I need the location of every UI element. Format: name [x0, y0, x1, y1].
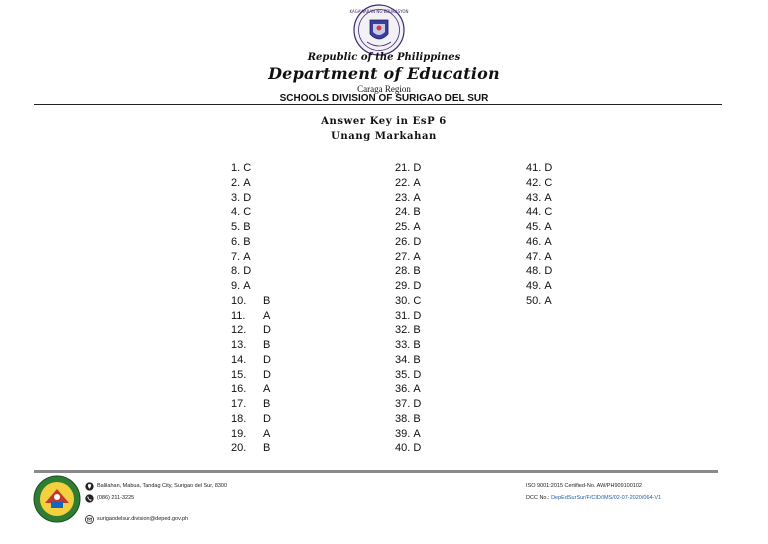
item-answer: C: [413, 294, 422, 307]
answer-item: [526, 250, 552, 265]
item-number: 19.: [231, 427, 247, 440]
item-answer: D: [243, 265, 252, 278]
item-answer: D: [413, 280, 422, 292]
item-number: 11.: [231, 309, 246, 322]
document-subtitle: Unang Markahan: [331, 131, 437, 142]
answer-column-2: [395, 161, 421, 456]
item-answer: A: [413, 191, 421, 204]
item-answer: D: [413, 398, 422, 410]
item-number: 10.: [231, 294, 247, 307]
answer-item: [395, 220, 421, 235]
dcc-number: [526, 495, 661, 501]
item-number: 22.: [395, 176, 411, 189]
answer-item: [395, 191, 421, 206]
item-number: 37.: [395, 398, 411, 410]
item-number: 16.: [231, 383, 247, 396]
item-number: 5.: [231, 221, 241, 233]
answer-item: [395, 323, 421, 338]
answer-item: [231, 323, 271, 338]
answer-item: [231, 264, 271, 279]
item-answer: D: [263, 324, 271, 337]
item-number: 38.: [395, 412, 411, 425]
department-heading: Department of Education: [268, 64, 500, 83]
item-number: 1.: [231, 162, 241, 174]
item-number: 35.: [395, 368, 411, 381]
item-number: 15.: [231, 368, 247, 381]
item-number: 20.: [231, 442, 247, 455]
answer-item: [395, 279, 421, 294]
answer-item: [526, 161, 552, 176]
item-number: 34.: [395, 353, 411, 366]
item-number: 4.: [231, 206, 241, 219]
division-heading: SCHOOLS DIVISION OF SURIGAO DEL SUR: [279, 93, 489, 104]
item-answer: A: [413, 221, 421, 233]
answer-item: [231, 397, 271, 412]
answer-item: [395, 294, 421, 309]
item-number: 23.: [395, 191, 411, 204]
item-number: 46.: [526, 235, 542, 248]
item-answer: D: [413, 368, 422, 381]
answer-item: [231, 294, 271, 309]
item-answer: A: [413, 427, 421, 440]
answer-item: [395, 382, 421, 397]
phone-icon: [85, 494, 94, 503]
item-answer: D: [413, 309, 422, 322]
answer-item: [231, 382, 271, 397]
item-answer: D: [544, 265, 553, 278]
item-number: 9.: [231, 280, 241, 292]
answer-item: [395, 412, 421, 427]
item-number: 30.: [395, 294, 411, 307]
answer-item: [231, 279, 271, 294]
item-number: 32.: [395, 324, 411, 337]
answer-item: [231, 161, 271, 176]
item-number: 13.: [231, 339, 247, 351]
footer-address: Balilahan, Mabua, Tandag City, Surigao del Sur, 8300: [97, 483, 228, 489]
item-answer: A: [544, 191, 552, 204]
item-answer: B: [413, 353, 421, 366]
item-answer: B: [413, 339, 421, 351]
footer-divider: [34, 470, 718, 473]
answer-item: [231, 191, 271, 206]
item-number: 41.: [526, 162, 542, 174]
item-number: 27.: [395, 250, 411, 263]
item-answer: B: [263, 442, 271, 455]
item-answer: A: [263, 383, 271, 396]
item-answer: C: [544, 206, 553, 219]
header-divider: [34, 104, 722, 105]
republic-heading: Republic of the Philippines: [307, 52, 461, 63]
answer-item: [526, 294, 552, 309]
region-text: Caraga Region: [357, 84, 411, 94]
answer-item: [231, 205, 271, 220]
answer-column-3: [526, 161, 552, 309]
answer-item: [395, 205, 421, 220]
answer-item: [526, 235, 552, 250]
item-number: 48.: [526, 265, 542, 278]
item-number: 47.: [526, 250, 542, 263]
item-answer: C: [544, 176, 553, 189]
answer-item: [395, 250, 421, 265]
mail-icon: [85, 515, 94, 524]
item-number: 49.: [526, 280, 542, 292]
item-number: 39.: [395, 427, 411, 440]
item-number: 18.: [231, 412, 247, 425]
item-answer: D: [544, 162, 553, 174]
item-number: 36.: [395, 383, 411, 396]
answer-item: [395, 397, 421, 412]
footer-phone: (086) 211-3225: [97, 495, 135, 501]
item-number: 24.: [395, 206, 411, 219]
item-answer: A: [243, 280, 251, 292]
answer-item: [526, 264, 552, 279]
item-answer: B: [243, 235, 251, 248]
item-answer: A: [413, 383, 421, 396]
item-answer: A: [243, 176, 251, 189]
dcc-code: DepEdSurSur/F/CID/IMS/02-07-2020/064-V1: [551, 495, 662, 501]
item-number: 28.: [395, 265, 411, 278]
item-answer: C: [243, 206, 252, 219]
item-answer: B: [263, 339, 271, 351]
item-number: 25.: [395, 221, 411, 233]
item-answer: B: [243, 221, 251, 233]
item-answer: B: [413, 412, 421, 425]
item-number: 6.: [231, 235, 241, 248]
item-number: 40.: [395, 442, 411, 455]
answer-item: [395, 176, 421, 191]
answer-item: [231, 338, 271, 353]
iso-certification: ISO 9001:2015 Certified-No. AW/PH909100102: [526, 483, 642, 489]
item-number: 2.: [231, 176, 241, 189]
answer-item: [395, 309, 421, 324]
item-answer: D: [413, 235, 422, 248]
item-answer: B: [413, 206, 421, 219]
answer-item: [526, 220, 552, 235]
footer-email: surigaodelsur.division@deped.gov.ph: [97, 516, 189, 522]
item-answer: D: [413, 442, 422, 455]
answer-column-1: [231, 161, 271, 456]
item-number: 44.: [526, 206, 542, 219]
answer-item: [231, 220, 271, 235]
document-title: Answer Key in EsP 6: [321, 116, 447, 127]
item-number: 26.: [395, 235, 411, 248]
answer-item: [231, 353, 271, 368]
answer-item: [231, 176, 271, 191]
answer-item: [395, 441, 421, 456]
item-answer: D: [263, 368, 271, 381]
item-number: 31.: [395, 309, 411, 322]
item-number: 42.: [526, 176, 542, 189]
item-answer: A: [544, 221, 552, 233]
answer-item: [231, 427, 271, 442]
item-number: 17.: [231, 398, 247, 410]
item-number: 12.: [231, 324, 247, 337]
answer-item: [231, 309, 271, 324]
item-answer: B: [263, 398, 271, 410]
item-number: 21.: [395, 162, 411, 174]
dcc-label: DCC No.:: [526, 495, 550, 501]
answer-item: [395, 235, 421, 250]
item-answer: B: [413, 324, 421, 337]
item-number: 8.: [231, 265, 241, 278]
answer-item: [526, 205, 552, 220]
division-logo: [33, 475, 81, 523]
svg-text:KAGAWARAN NG EDUKASYON: KAGAWARAN NG EDUKASYON: [349, 9, 409, 14]
answer-item: [526, 191, 552, 206]
item-number: 7.: [231, 250, 241, 263]
answer-item: [231, 250, 271, 265]
item-number: 29.: [395, 280, 411, 292]
item-answer: A: [263, 427, 271, 440]
answer-item: [231, 235, 271, 250]
item-answer: D: [263, 353, 271, 366]
item-number: 45.: [526, 221, 542, 233]
answer-item: [395, 368, 421, 383]
answer-item: [395, 427, 421, 442]
location-pin-icon: [85, 482, 94, 491]
item-answer: A: [544, 280, 552, 292]
answer-item: [231, 441, 271, 456]
item-number: 43.: [526, 191, 542, 204]
item-answer: A: [263, 309, 271, 322]
item-answer: D: [413, 162, 422, 174]
deped-seal-logo: [349, 4, 409, 56]
answer-item: [231, 412, 271, 427]
item-number: 33.: [395, 339, 411, 351]
item-answer: C: [243, 162, 252, 174]
answer-item: [395, 264, 421, 279]
item-number: 3.: [231, 191, 241, 204]
item-answer: A: [544, 294, 552, 307]
item-answer: A: [544, 250, 552, 263]
item-answer: B: [413, 265, 421, 278]
answer-item: [231, 368, 271, 383]
item-answer: A: [413, 176, 421, 189]
item-answer: D: [263, 412, 271, 425]
answer-item: [526, 176, 552, 191]
item-answer: D: [243, 191, 252, 204]
item-answer: B: [263, 294, 271, 307]
answer-item: [395, 353, 421, 368]
item-answer: A: [544, 235, 552, 248]
item-number: 50.: [526, 294, 542, 307]
item-number: 14.: [231, 353, 247, 366]
answer-item: [526, 279, 552, 294]
answer-item: [395, 161, 421, 176]
answer-item: [395, 338, 421, 353]
item-answer: A: [413, 250, 421, 263]
item-answer: A: [243, 250, 251, 263]
